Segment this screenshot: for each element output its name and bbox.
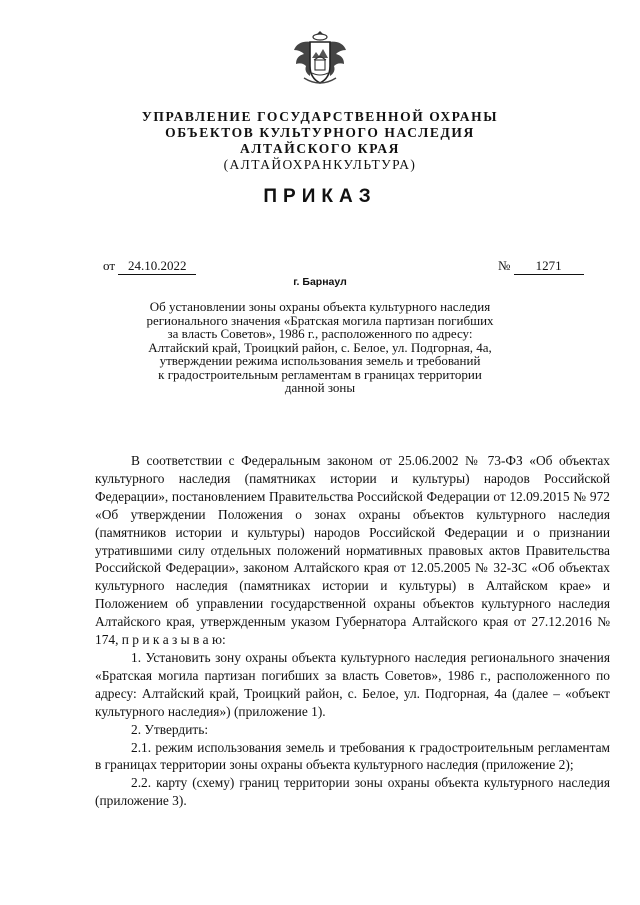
document-subject <box>130 300 510 395</box>
date-prefix: от <box>103 258 116 273</box>
org-name-line-2: ОБЪЕКТОВ КУЛЬТУРНОГО НАСЛЕДИЯ <box>165 125 475 140</box>
subject-line: Об установлении зоны охраны объекта культурного наследия <box>149 299 491 314</box>
subject-line: регионального значения «Братская могила партизан погибших <box>146 312 494 328</box>
document-title: ПРИКАЗ <box>263 186 377 207</box>
preamble-paragraph <box>95 452 610 649</box>
org-name-line-3: АЛТАЙСКОГО КРАЯ <box>239 141 401 156</box>
subject-line: за власть Советов», 1986 г., расположенного по адресу: <box>167 326 473 341</box>
document-body <box>95 452 610 810</box>
item-2-1-paragraph: 2.1. режим использования земель и требования к градостроительным регламентам в границах территории зоны охраны объекта культурного наследия (приложение 2); <box>95 739 610 773</box>
document-date-row <box>103 258 196 275</box>
altai-krai-coat-of-arms-icon <box>290 28 350 88</box>
item-2-paragraph: 2. Утвердить: <box>131 721 209 737</box>
org-abbreviation: (АЛТАЙОХРАНКУЛЬТУРА) <box>223 157 417 172</box>
document-number: 1271 <box>514 258 584 275</box>
document-number-row <box>498 258 584 275</box>
order-word: п р и к а з ы в а ю: <box>121 632 226 648</box>
preamble-text: В соответствии с Федеральным законом от 25.06.2002 № 73-ФЗ «Об объектах культурного наследия (памятниках истории и культуры) народов Российской Федерации», постановлением Правительства Российской Федерации от 12.09.2015 № 972 «Об утверждении Положения о зонах охраны объектов культурного наследия (памятников истории и культуры) народов Российской Федерации и о признании утратившими силу отдельных положений нормативных правовых актов Правительства Российской Федерации», законом Алтайского края от 12.05.2005 № 32-ЗС «Об объектах культурного наследия (памятниках истории и культуры) в Алтайском крае» и Положением об управлении государственной охраны объектов культурного наследия Алтайского края, утвержденным указом Губернатора Алтайского края от 27.12.2016 № 174, <box>95 453 610 648</box>
item-2-2-paragraph: 2.2. карту (схему) границ территории зоны охраны объекта культурного наследия (приложение 3). <box>95 775 610 809</box>
document-city: г. Барнаул <box>293 276 347 288</box>
subject-line: к градостроительным регламентам в границах территории <box>158 366 482 382</box>
subject-line: утверждении режима использования земель и требований <box>159 353 481 368</box>
number-prefix: № <box>498 258 511 273</box>
item-1-paragraph: 1. Установить зону охраны объекта культурного наследия регионального значения «Братская могила партизан погибших за власть Советов», 1986 г., расположенного по адресу: Алтайский край, Троицкий район, с. Белое, ул. Подгорная, 4а (далее – «объект культурного наследия») (приложение 1). <box>95 649 610 719</box>
subject-line: Алтайский край, Троицкий район, с. Белое, ул. Подгорная, 4а, <box>148 339 492 355</box>
document-date: 24.10.2022 <box>118 258 196 275</box>
subject-line: данной зоны <box>284 380 356 395</box>
org-name-line-1: УПРАВЛЕНИЕ ГОСУДАРСТВЕННОЙ ОХРАНЫ <box>141 109 499 124</box>
